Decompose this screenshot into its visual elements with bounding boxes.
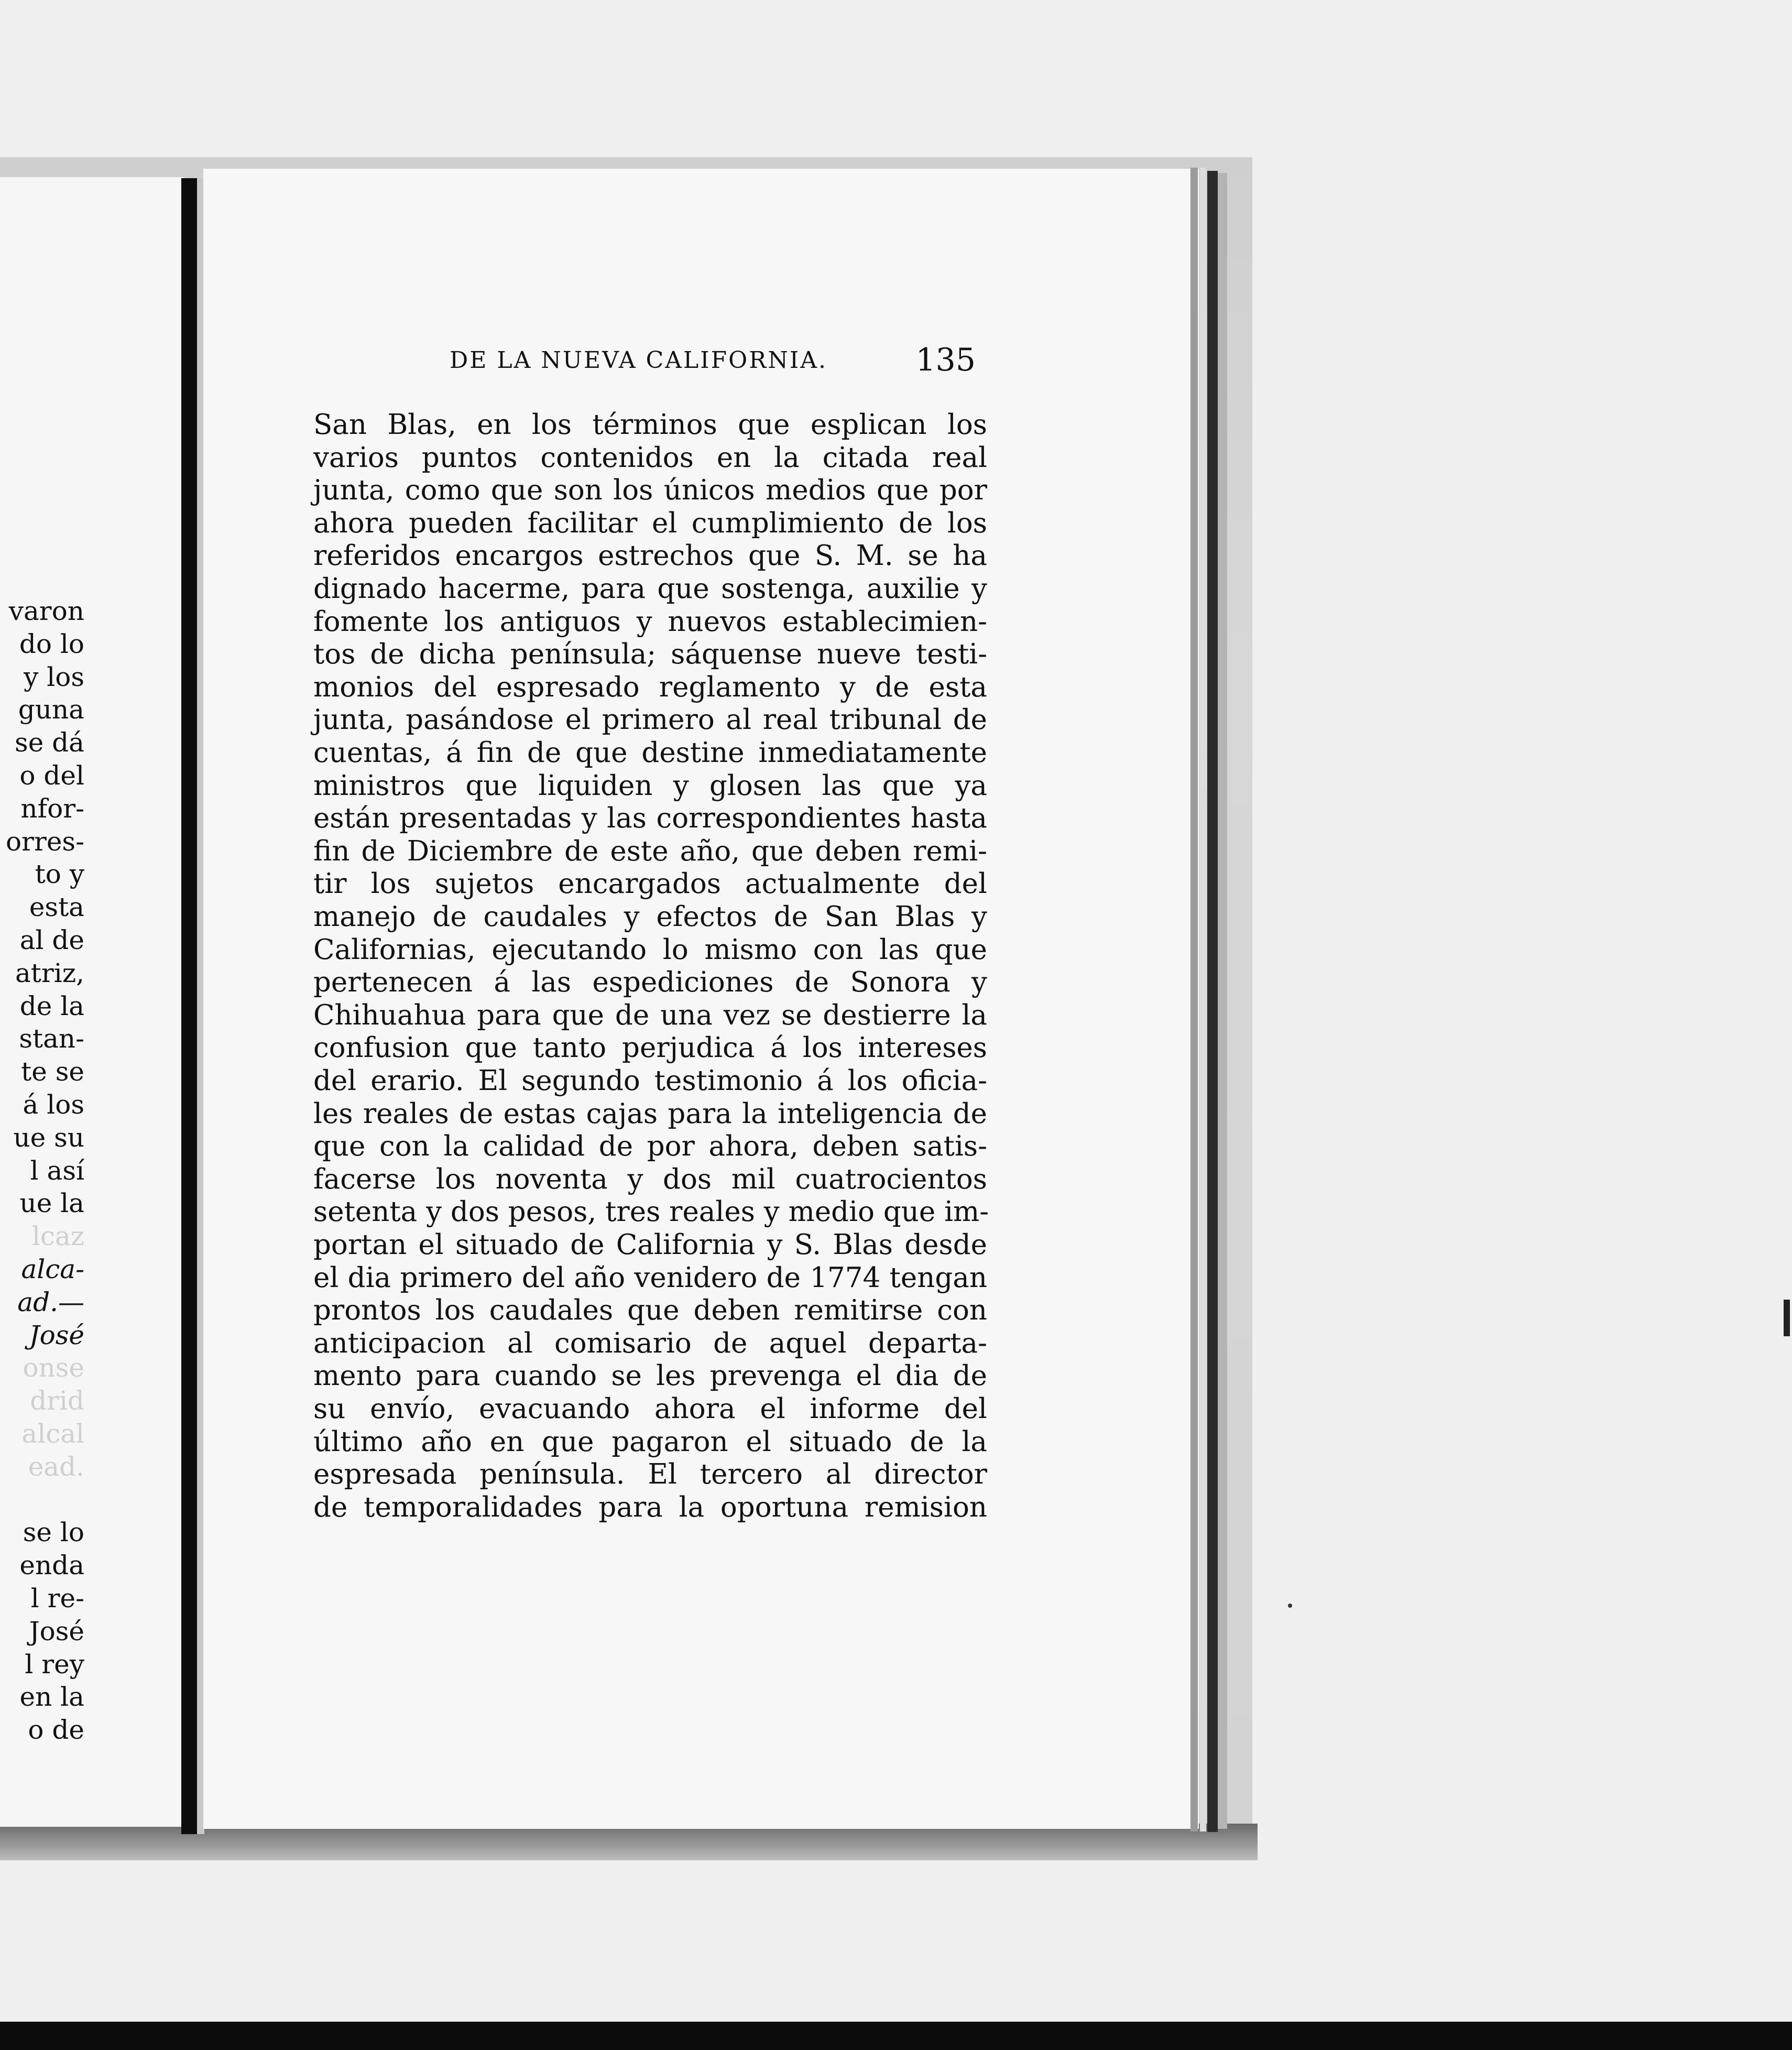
previous-page-line: varon (8, 596, 84, 626)
text-line: San Blas, en los términos que esplican los (313, 409, 987, 441)
page-edge (1190, 168, 1198, 1831)
page-edge (1200, 168, 1206, 1831)
page-header (450, 342, 979, 383)
page-edge (1218, 173, 1227, 1829)
text-line: pertenecen á las espediciones de Sonora y (313, 966, 987, 998)
previous-page-line: guna (18, 694, 84, 725)
text-line: junta, pasándose el primero al real tribunal de (313, 704, 987, 736)
text-line: el dia primero del año venidero de 1774 tengan (313, 1262, 987, 1294)
previous-page-line: te se (21, 1056, 84, 1087)
previous-page-line: ad.— (17, 1287, 84, 1317)
text-line: fomente los antiguos y nuevos establecimien- (313, 606, 987, 638)
text-line: ahora pueden facilitar el cumplimiento de los (313, 507, 987, 539)
scan-edge-mark (1784, 1300, 1790, 1336)
page-edge (1207, 171, 1218, 1832)
previous-page-line: atriz, (15, 958, 84, 988)
text-line: están presentadas y las correspondientes hasta (313, 802, 987, 834)
text-line: manejo de caudales y efectos de San Blas y (313, 901, 987, 933)
text-line: del erario. El segundo testimonio á los oficia- (313, 1065, 987, 1097)
previous-page-line: do lo (19, 629, 84, 659)
previous-page-line: enda (19, 1550, 84, 1580)
text-line: último año en que pagaron el situado de la (313, 1426, 987, 1458)
text-line: referidos encargos estrechos que S. M. se ha (313, 540, 987, 572)
text-line: les reales de estas cajas para la inteligencia de (313, 1098, 987, 1130)
text-line: setenta y dos pesos, tres reales y medio que im- (313, 1196, 989, 1228)
running-title: DE LA NUEVA CALIFORNIA. (450, 347, 828, 374)
previous-page-line: to y (35, 859, 84, 889)
text-line: junta, como que son los únicos medios que por (313, 474, 987, 506)
text-line: cuentas, á fin de que destine inmediatamente (313, 737, 987, 769)
dust-speck (1288, 1604, 1292, 1608)
text-line: anticipacion al comisario de aquel departa- (313, 1327, 987, 1359)
previous-page-line: de la (19, 991, 84, 1021)
previous-page-line: l rey (25, 1649, 84, 1680)
text-line: monios del espresado reglamento y de esta (313, 671, 987, 703)
previous-page-line: se lo (23, 1517, 84, 1547)
previous-page-line: José (29, 1616, 84, 1646)
previous-page-line: en la (19, 1682, 84, 1712)
text-line: portan el situado de California y S. Blas desde (313, 1229, 987, 1261)
book-gutter (181, 178, 197, 1834)
text-line: confusion que tanto perjudica á los intereses (313, 1032, 987, 1064)
previous-page-line: José (29, 1320, 84, 1350)
text-line: varios puntos contenidos en la citada real (313, 442, 987, 474)
text-line: fin de Diciembre de este año, que deben remi- (313, 835, 987, 867)
previous-page-line: nfor- (20, 793, 84, 824)
text-line: que con la calidad de por ahora, deben satis- (313, 1130, 987, 1162)
text-line: ministros que liquiden y glosen las que ya (313, 770, 987, 802)
previous-page-line: onse (23, 1353, 84, 1383)
text-line: mento para cuando se les prevenga el dia de (313, 1360, 987, 1392)
page-number: 135 (915, 342, 976, 378)
previous-page-line: stan- (19, 1023, 84, 1054)
text-line: de temporalidades para la oportuna remision (313, 1491, 987, 1523)
previous-page-line: ue la (19, 1188, 84, 1218)
previous-page-line: drid (30, 1386, 84, 1416)
text-line: su envío, evacuando ahora el informe del (313, 1393, 987, 1425)
previous-page-line: esta (29, 892, 84, 922)
previous-page-line: alcal (21, 1419, 84, 1449)
previous-page-line: al de (19, 925, 84, 955)
previous-page-line: lcaz (31, 1221, 84, 1251)
previous-page-line: se dá (15, 727, 84, 758)
previous-page (0, 177, 184, 1827)
previous-page-line: ue su (13, 1122, 84, 1153)
scan-bottom-border (0, 2022, 1792, 2050)
previous-page-line: y los (24, 662, 84, 692)
text-line: tir los sujetos encargados actualmente del (313, 868, 987, 900)
previous-page-line: o del (19, 760, 84, 791)
text-line: prontos los caudales que deben remitirse con (313, 1294, 987, 1326)
text-line: dignado hacerme, para que sostenga, auxilie y (313, 573, 987, 605)
text-line: Californias, ejecutando lo mismo con las que (313, 934, 987, 966)
previous-page-line: o de (28, 1715, 84, 1745)
previous-page-line: á los (23, 1089, 84, 1120)
text-line: Chihuahua para que de una vez se destierre la (313, 999, 987, 1031)
previous-page-line: l así (30, 1155, 84, 1186)
previous-page-line: orres- (5, 826, 84, 857)
previous-page-line: ead. (28, 1452, 84, 1482)
text-line: tos de dicha península; sáquense nueve testi- (313, 638, 987, 670)
previous-page-line: l re- (30, 1583, 84, 1613)
text-line: espresada península. El tercero al director (313, 1458, 987, 1490)
previous-page-line: alca- (21, 1254, 84, 1284)
text-line: facerse los noventa y dos mil cuatrocientos (313, 1163, 987, 1195)
